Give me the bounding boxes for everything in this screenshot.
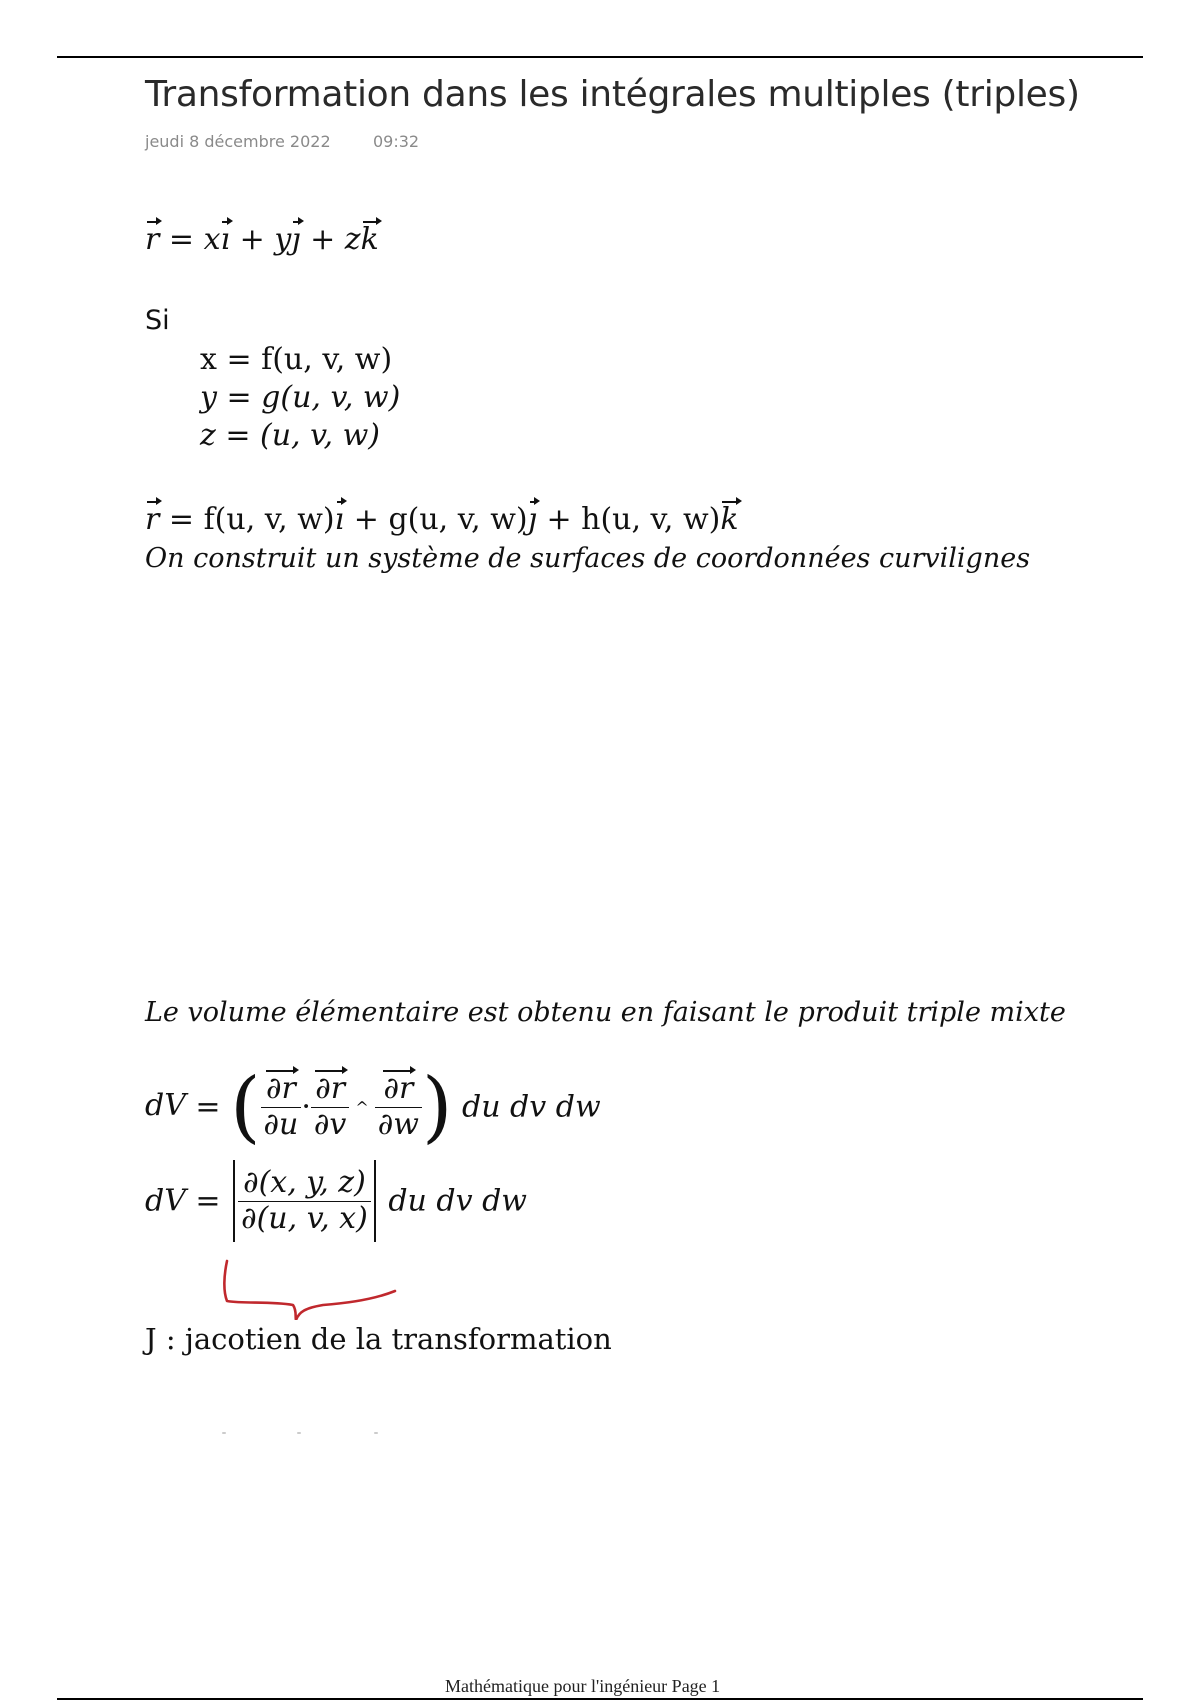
note-elementary-volume: Le volume élémentaire est obtenu en faisant le produit triple mixte bbox=[145, 997, 1066, 1028]
note-curvilinear-surfaces: On construit un système de surfaces de coordonnées curvilignes bbox=[145, 543, 1031, 574]
partial-r-w: $\frac{\partial r}{\partial w}$ bbox=[375, 1072, 422, 1142]
curvilinear-vector-equation: r = f(u, v, w)ı + g(u, v, w)ȷ + h(u, v, w)k bbox=[145, 502, 739, 537]
system-line-z: z = (u, v, w) bbox=[200, 418, 380, 453]
jacobian-fraction: $\frac{\partial(x, y, z)}{\partial(u, v, x)}$ bbox=[238, 1166, 371, 1236]
brace-stroke bbox=[224, 1261, 395, 1320]
faint-mark bbox=[297, 1432, 301, 1434]
page-time: 09:32 bbox=[373, 132, 420, 151]
faint-mark bbox=[374, 1432, 378, 1434]
system-line-x: x = f(u, v, w) bbox=[200, 342, 393, 377]
system-line-y: y = g(u, v, w) bbox=[200, 380, 401, 415]
page-footer: Mathématique pour l'ingénieur Page 1 bbox=[445, 1676, 721, 1696]
position-vector-equation: r = xı + yȷ + zk bbox=[145, 222, 379, 257]
page-date: jeudi 8 décembre 2022 bbox=[145, 132, 331, 151]
page-title: Transformation dans les intégrales multiples (triples) bbox=[145, 74, 1080, 115]
faint-mark bbox=[222, 1432, 226, 1434]
partial-r-u: $\frac{\partial r}{\partial u}$ bbox=[261, 1072, 302, 1142]
si-label: Si bbox=[145, 305, 170, 336]
dv-triple-product-equation: dV = ( $\frac{\partial r}{\partial u}$ · $\frac{\partial r}{\partial v}$ ^ $\frac{\partial r}{\partial w}$ ) du dv dw bbox=[145, 1062, 601, 1152]
dv-jacobian-equation: dV = $\frac{\partial(x, y, z)}{\partial(u, v, x)}$ du dv dw bbox=[145, 1160, 527, 1242]
top-rule bbox=[57, 56, 1143, 58]
partial-r-v: $\frac{\partial r}{\partial v}$ bbox=[311, 1072, 349, 1142]
vector-r: r bbox=[145, 222, 160, 257]
handwritten-brace-annotation bbox=[215, 1255, 405, 1320]
jacobian-label: J : jacotien de la transformation bbox=[145, 1322, 612, 1356]
